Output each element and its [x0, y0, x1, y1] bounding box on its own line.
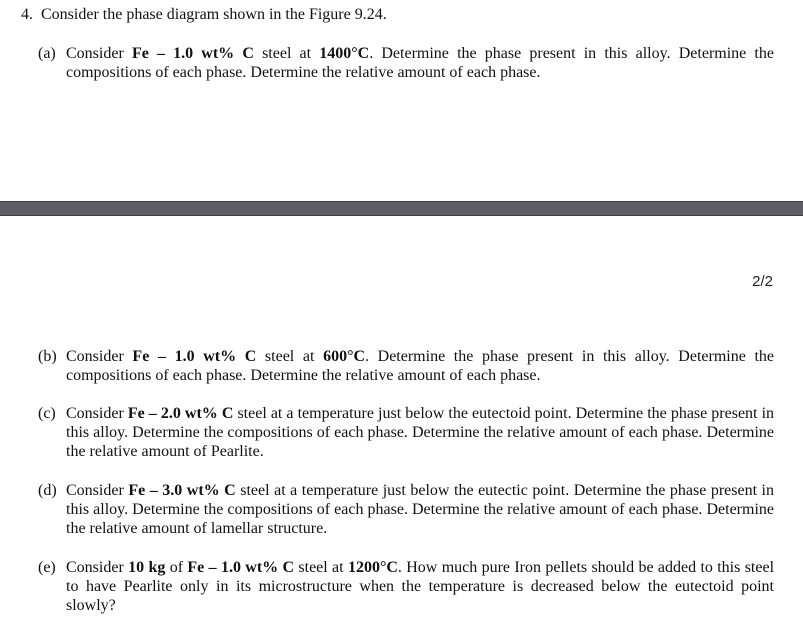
- part-b-text: [66, 347, 774, 385]
- part-e-text-2: of: [165, 559, 188, 576]
- part-a-label: (a): [38, 45, 56, 62]
- question-header: [21, 5, 387, 24]
- part-c-alloy: Fe – 2.0 wt% C: [127, 405, 234, 422]
- part-e-mass: 10 kg: [128, 559, 166, 576]
- part-b-alloy: Fe – 1.0 wt% C: [132, 348, 257, 365]
- page-indicator: 2/2: [752, 273, 773, 290]
- question-intro: Consider the phase diagram shown in the Figure 9.24.: [41, 6, 387, 23]
- part-d-text-1: Consider: [66, 482, 129, 499]
- part-a-temperature: 1400°C: [319, 45, 370, 62]
- part-e-text-4: . How much pure Iron pellets should be added to this steel to have Pearlite only in its microstructure when the temperature is decreased below the eutectoid point slowly?: [66, 559, 775, 614]
- part-a-text-1: Consider: [66, 45, 132, 62]
- part-a-alloy: Fe – 1.0 wt% C: [131, 45, 254, 62]
- part-c: [38, 404, 774, 461]
- part-b-temperature: 600°C: [323, 348, 366, 365]
- part-b-text-2: steel at: [256, 348, 324, 365]
- part-e-text: [66, 558, 774, 615]
- part-c-text-1: Consider: [66, 405, 128, 422]
- part-d-label: (d): [38, 482, 57, 499]
- part-e-text-1: Consider: [66, 559, 129, 576]
- part-d-text: [66, 481, 774, 538]
- part-b: [38, 347, 774, 385]
- part-e-label: (e): [38, 559, 56, 576]
- page-divider: [0, 201, 803, 216]
- part-c-text: [66, 404, 774, 461]
- part-b-text-3: . Determine the phase present in this alloy. Determine the compositions of each phase. Determine the relative amount of each phase.: [66, 348, 775, 384]
- part-d-text-2: steel at a temperature just below the eutectic point. Determine the phase present in this alloy. Determine the compositions of each phase. Determine the relative amount of each phase. Determine the relative amount of lamellar structure.: [66, 482, 775, 537]
- part-e-alloy: Fe – 1.0 wt% C: [187, 559, 295, 576]
- part-b-text-1: Consider: [66, 348, 133, 365]
- part-a-text-2: steel at: [253, 45, 320, 62]
- part-d: [38, 481, 774, 538]
- part-e-text-3: steel at: [294, 559, 348, 576]
- part-e-temperature: 1200°C: [347, 559, 398, 576]
- part-c-text-2: steel at a temperature just below the eutectoid point. Determine the phase present in this alloy. Determine the compositions of each phase. Determine the relative amount of each phase. Determine the relative amount of Pearlite.: [66, 405, 775, 460]
- part-a: [38, 44, 774, 82]
- part-c-label: (c): [38, 405, 56, 422]
- page-1-section: [0, 0, 803, 201]
- question-number: 4.: [21, 6, 33, 23]
- part-d-alloy: Fe – 3.0 wt% C: [128, 482, 236, 499]
- part-a-text-3: . Determine the phase present in this alloy. Determine the compositions of each phase. Determine the relative amount of each phase.: [66, 45, 774, 81]
- part-b-label: (b): [38, 348, 57, 365]
- part-a-text: [66, 44, 774, 82]
- part-e: [38, 558, 774, 615]
